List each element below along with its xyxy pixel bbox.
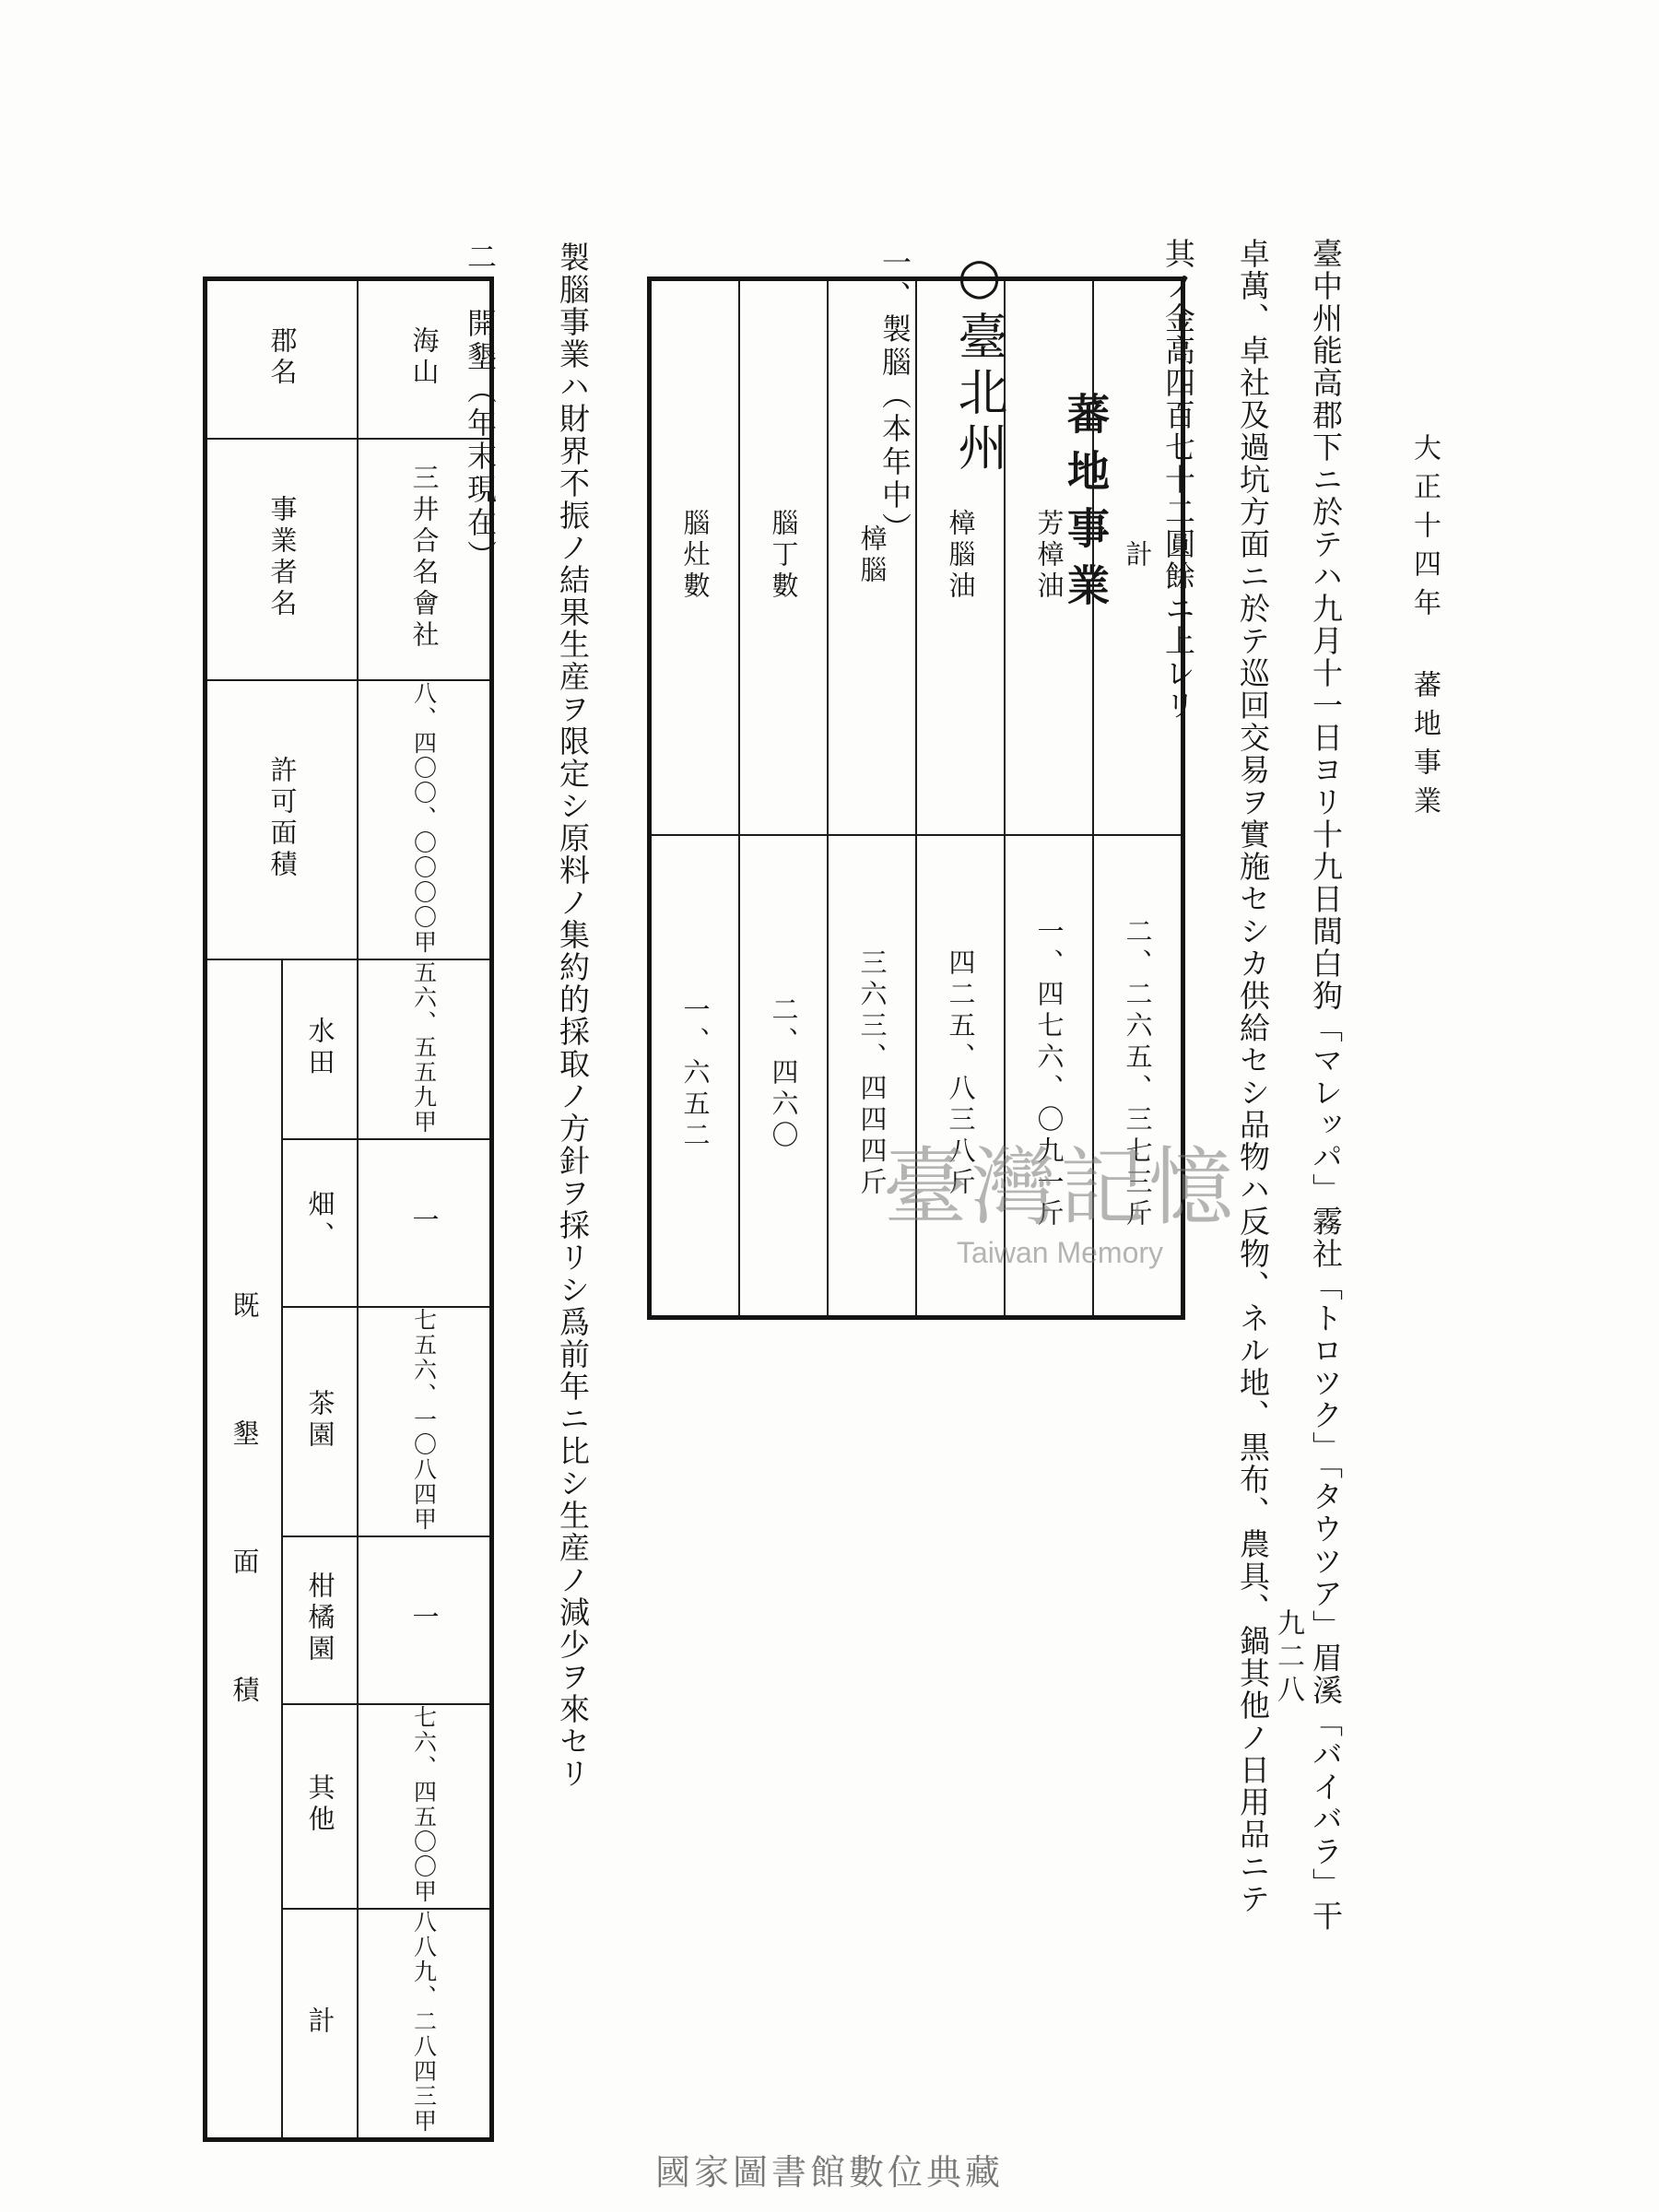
land-col-citrus: 柑橘園 [282,1536,358,1704]
page-number: 九二八 [1272,1608,1304,1708]
land-val-total: 八八九、二八四三甲 [358,1909,492,2140]
paragraph-line-2: 卓萬、卓社及過坑方面ニ於テ巡回交易ヲ實施セシカ供給セシ品物ハ反物、ネル地、黒布、農具、鍋其他ノ日用品ニテ [1235,238,1271,1915]
camphor-header-row [650,279,1183,836]
land-val-gun: 海山 [358,279,492,440]
prefecture-title: ○臺北州 [950,247,1008,477]
land-col-gun: 郡名 [206,279,359,440]
camphor-val-total: 二、二六五、三七三斤 [1093,835,1183,1318]
camphor-col-workers: 腦丁數 [739,279,828,836]
paragraph-line-1: 臺中州能高郡下ニ於テハ九月十一日ヨリ十九日間白狗「マレッパ」霧社「トロツク」「タウツア」眉溪「バイバラ」干 [1308,238,1344,1933]
camphor-heading: 一、製腦（本年中） [877,247,912,546]
section-title: 蕃地事業 [1061,392,1111,620]
camphor-col-kilns: 腦灶數 [650,279,740,836]
watermark [839,1120,1281,1270]
camphor-val-ho-oil: 一、四七六、〇九一斤 [1005,835,1093,1318]
land-group-header: 既墾面積 [206,959,283,2140]
land-col-paddy: 水田 [282,959,358,1139]
camphor-col-oil: 樟腦油 [916,279,1005,836]
land-table [203,276,494,2142]
land-val-business: 三井合名會社 [358,439,492,680]
land-col-field: 畑、 [282,1139,358,1307]
land-val-permit: 八、四〇〇、〇〇〇〇甲 [358,680,492,959]
camphor-col-total: 計 [1093,279,1183,836]
land-val-field: 一 [358,1139,492,1307]
land-val-other: 七六、四五〇〇甲 [358,1704,492,1909]
footer-attribution: 國家圖書館數位典藏 [654,2152,1004,2193]
watermark-chinese: 臺灣記憶 [882,1138,1237,1237]
camphor-val-oil: 四二五、八三八斤 [916,835,1005,1318]
land-col-other: 其他 [282,1704,358,1909]
land-col-tea: 茶園 [282,1307,358,1536]
camphor-val-kilns: 一、六五二 [650,835,740,1318]
land-header-gun [206,279,492,440]
land-col-total: 計 [282,1909,358,2140]
land-heading: 二、開墾（年末現在） [463,241,498,573]
land-val-citrus: 一 [358,1536,492,1704]
running-header: 大正十四年 蕃地事業 [1408,433,1441,825]
camphor-val-camphor: 三六三、四四四斤 [828,835,916,1318]
watermark-english: Taiwan Memory [956,1236,1164,1269]
camphor-col-camphor: 樟腦 [828,279,916,836]
land-col-permit: 許可面積 [206,680,359,959]
paragraph-line-3: 其ノ金高四百七十二圓餘ニ上レリ [1160,238,1196,722]
camphor-remark: 製腦事業ハ財界不振ノ結果生産ヲ限定シ原料ノ集約的採取ノ方針ヲ採リシ爲前年ニ比シ生産ノ減少ヲ來セリ [555,241,591,1790]
land-val-paddy: 五六、五五九甲 [358,959,492,1139]
camphor-val-workers: 二、四六〇 [739,835,828,1318]
camphor-col-ho-oil: 芳樟油 [1005,279,1093,836]
land-val-tea: 七五六、一〇八四甲 [358,1307,492,1536]
land-col-business: 事業者名 [206,439,359,680]
